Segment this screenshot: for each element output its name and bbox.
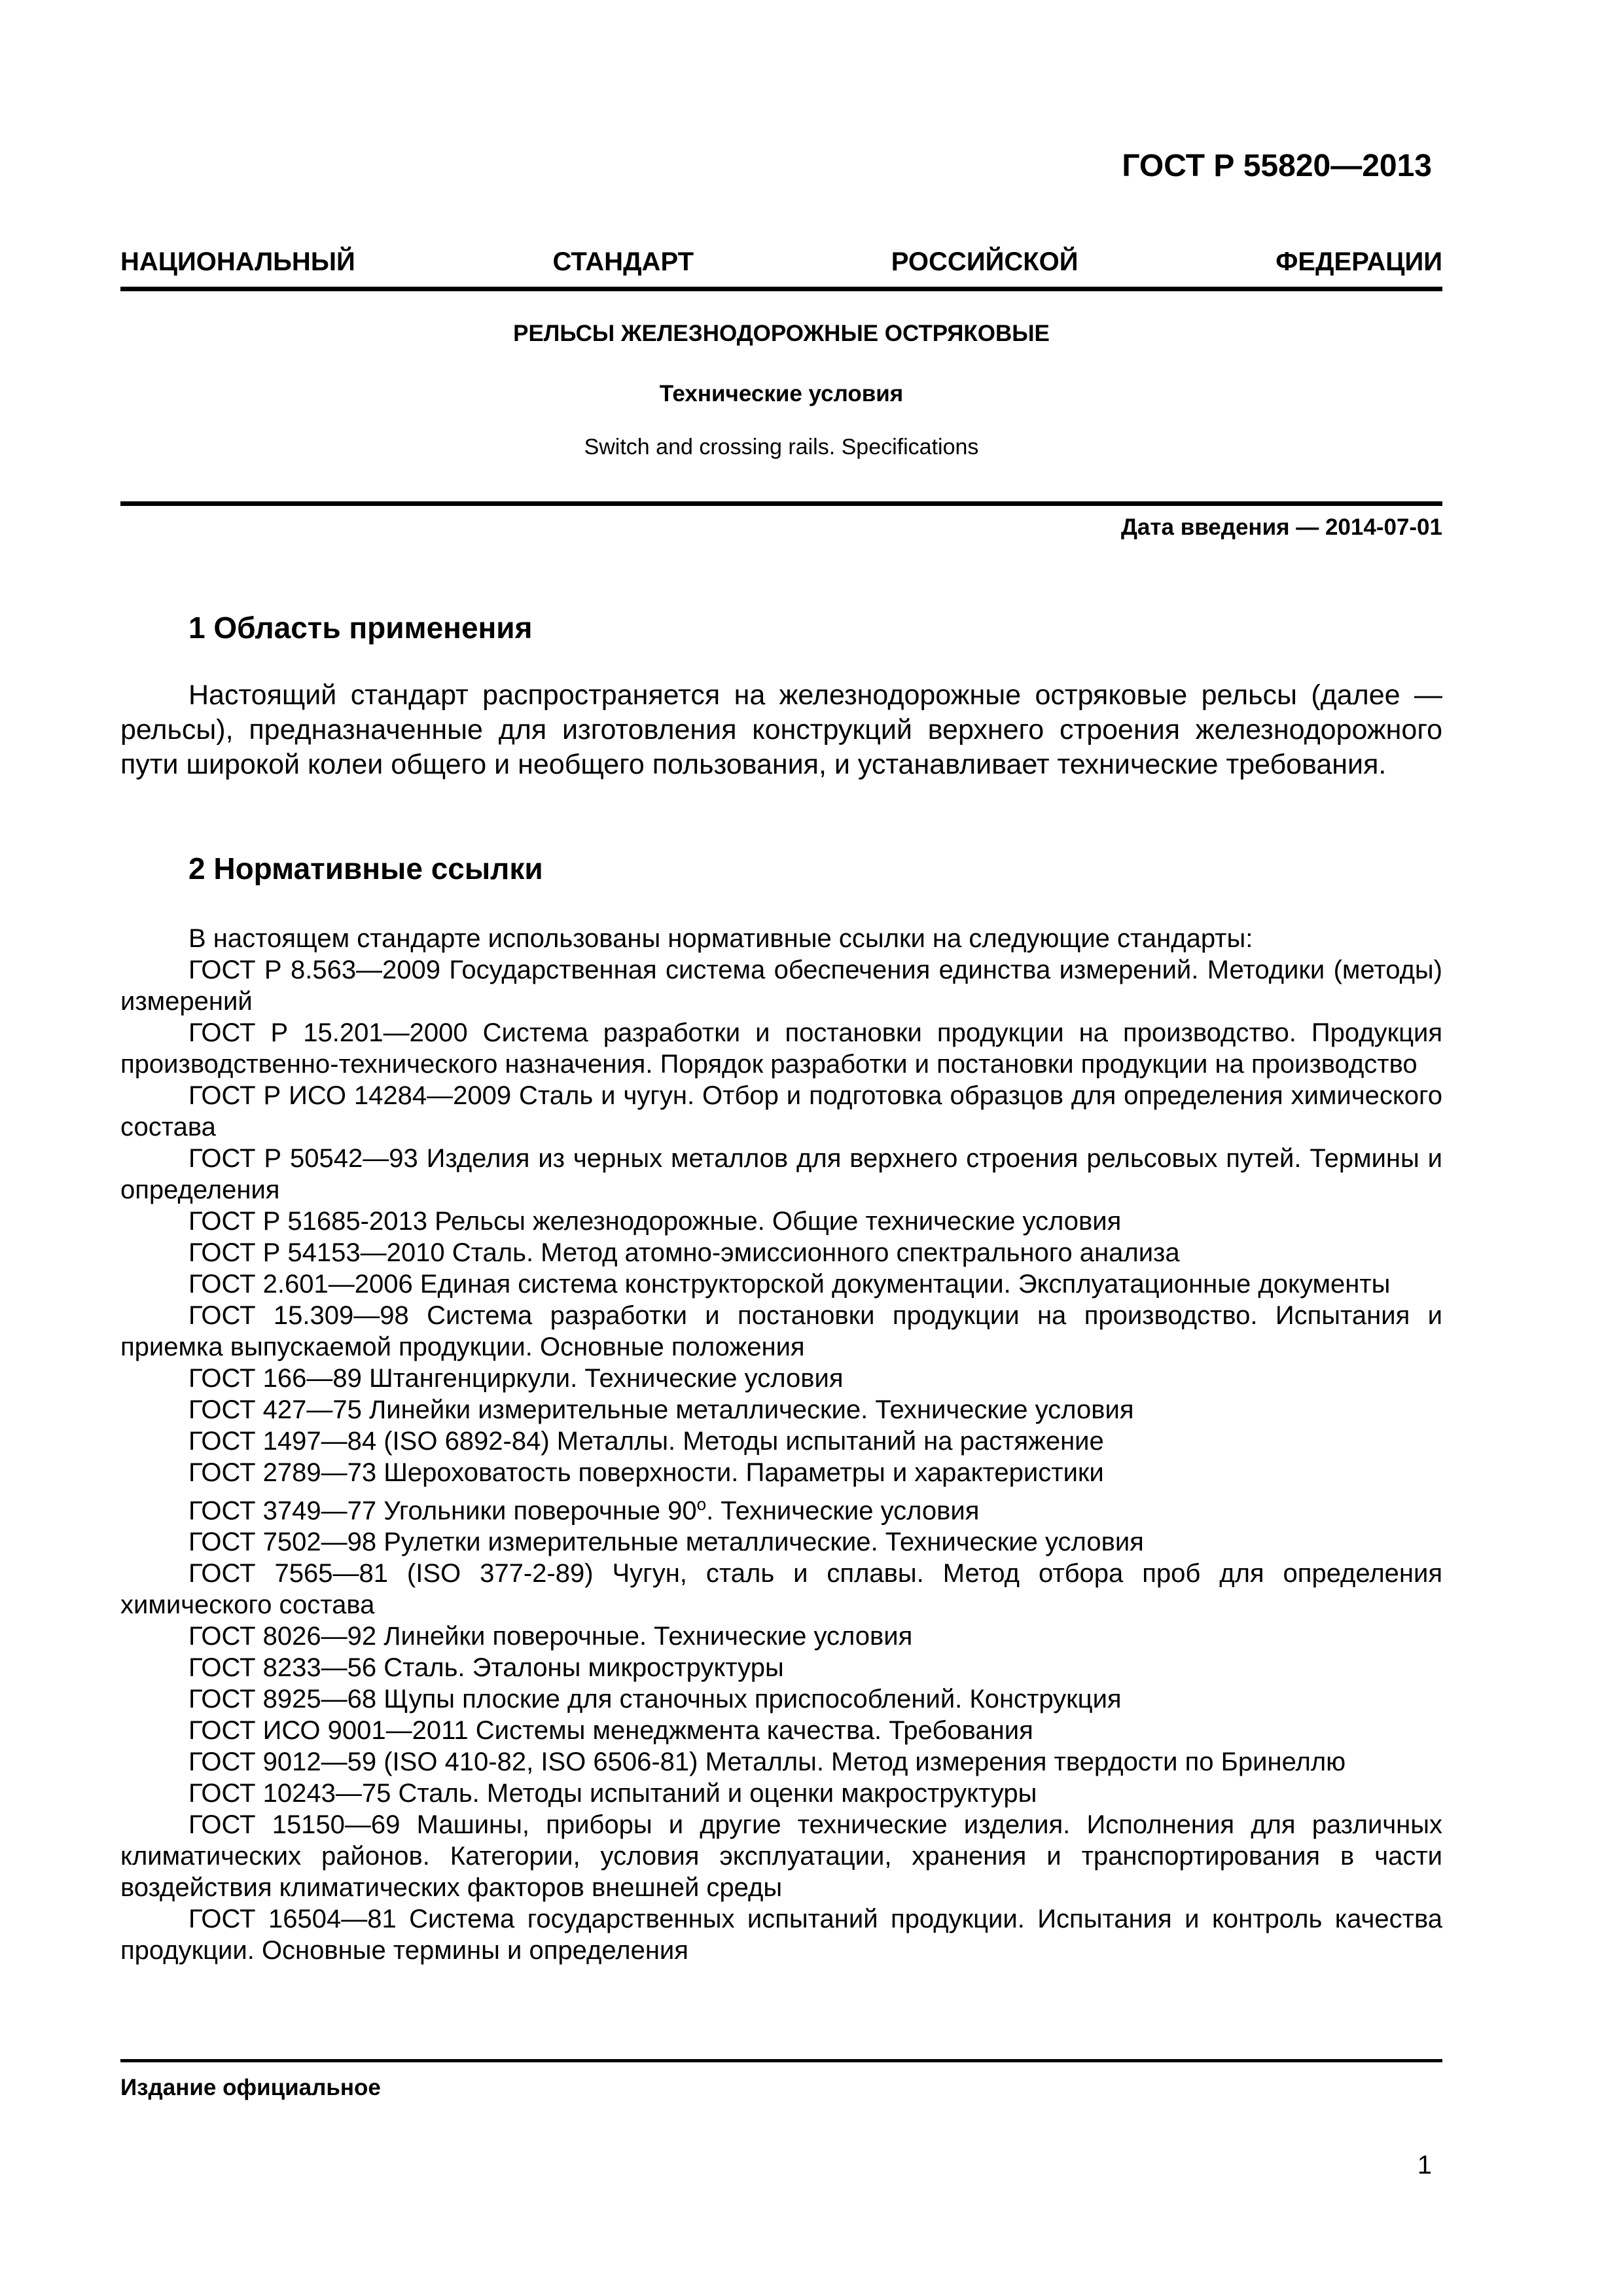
reference-item: ГОСТ 9012—59 (ISO 410-82, ISO 6506-81) Металлы. Метод измерения твердости по Бринеллю bbox=[188, 1748, 1346, 1777]
title-divider bbox=[120, 501, 1442, 506]
reference-item: ГОСТ 8026—92 Линейки поверочные. Технические условия bbox=[188, 1622, 913, 1651]
banner-word: РОССИЙСКОЙ bbox=[891, 247, 1079, 276]
banner-word: НАЦИОНАЛЬНЫЙ bbox=[120, 247, 355, 276]
edition-label: Издание официальное bbox=[120, 2075, 381, 2100]
reference-item: ГОСТ Р 8.563—2009 Государственная система обеспечения единства измерений. Методики (методы) измерений bbox=[120, 956, 1442, 1016]
national-standard-banner bbox=[120, 243, 1442, 280]
reference-item: ГОСТ 8233—56 Сталь. Эталоны микроструктуры bbox=[188, 1653, 784, 1683]
reference-item: ГОСТ Р ИСО 14284—2009 Сталь и чугун. Отбор и подготовка образцов для определения химического состава bbox=[120, 1081, 1442, 1141]
reference-item: ГОСТ 1497—84 (ISO 6892-84) Металлы. Методы испытаний на растяжение bbox=[188, 1427, 1104, 1456]
reference-item: ГОСТ Р 51685-2013 Рельсы железнодорожные. Общие технические условия bbox=[188, 1207, 1122, 1236]
reference-item: ГОСТ 427—75 Линейки измерительные металлические. Технические условия bbox=[188, 1395, 1134, 1424]
reference-item: ГОСТ 15150—69 Машины, приборы и другие технические изделия. Исполнения для различных климатических районов. Категории, условия эксплуатации, хранения и транспортирования в части воздействия климатических факторов внешней среды bbox=[120, 1810, 1442, 1903]
document-title: РЕЛЬСЫ ЖЕЛЕЗНОДОРОЖНЫЕ ОСТРЯКОВЫЕ bbox=[513, 321, 1050, 346]
document-code: ГОСТ Р 55820—2013 bbox=[1122, 149, 1432, 183]
banner-word: ФЕДЕРАЦИИ bbox=[1275, 247, 1442, 276]
introduction-date: Дата введения — 2014-07-01 bbox=[1120, 514, 1442, 540]
reference-item: ГОСТ 16504—81 Система государственных испытаний продукции. Испытания и контроль качества продукции. Основные термины и определения bbox=[120, 1905, 1442, 1965]
reference-item: ГОСТ 7565—81 (ISO 377-2-89) Чугун, сталь и сплавы. Метод отбора проб для определения химического состава bbox=[120, 1559, 1442, 1620]
page-number: 1 bbox=[1417, 2151, 1432, 2179]
degree-mark: o bbox=[696, 1494, 707, 1514]
reference-item: ГОСТ 7502—98 Рулетки измерительные металлические. Технические условия bbox=[188, 1528, 1144, 1557]
reference-item: ГОСТ Р 15.201—2000 Система разработки и постановки продукции на производство. Продукция производственно-технического назначения. Порядок разработки и постановки продукции на производство bbox=[120, 1018, 1442, 1079]
document-subtitle: Технические условия bbox=[659, 381, 904, 406]
normative-references-list bbox=[120, 923, 1442, 1966]
reference-item: ГОСТ 10243—75 Сталь. Методы испытаний и оценки макроструктуры bbox=[188, 1779, 1037, 1808]
reference-item-3749 bbox=[120, 1488, 1442, 1526]
top-divider bbox=[120, 287, 1442, 291]
reference-3749-text: ГОСТ 3749—77 Угольники поверочные 90 bbox=[188, 1496, 697, 1526]
english-title: Switch and crossing rails. Specifications bbox=[584, 435, 979, 459]
reference-item: ГОСТ 166—89 Штангенциркули. Технические условия bbox=[188, 1364, 844, 1393]
banner-word: СТАНДАРТ bbox=[552, 247, 694, 276]
reference-item: ГОСТ 2789—73 Шероховатость поверхности. Параметры и характеристики bbox=[188, 1458, 1104, 1487]
reference-item: ГОСТ 15.309—98 Система разработки и постановки продукции на производство. Испытания и приемка выпускаемой продукции. Основные положения bbox=[120, 1301, 1442, 1361]
reference-item: ГОСТ ИСО 9001—2011 Системы менеджмента качества. Требования bbox=[188, 1716, 1033, 1746]
footer-divider bbox=[120, 2059, 1442, 2062]
section-2-heading: 2 Нормативные ссылки bbox=[188, 852, 543, 886]
reference-item: ГОСТ 8925—68 Щупы плоские для станочных приспособлений. Конструкция bbox=[188, 1685, 1122, 1714]
reference-item: ГОСТ Р 50542—93 Изделия из черных металлов для верхнего строения рельсовых путей. Термины и определения bbox=[120, 1144, 1442, 1204]
references-intro: В настоящем стандарте использованы нормативные ссылки на следующие стандарты: bbox=[188, 924, 1253, 953]
reference-3749-tail: . Технические условия bbox=[706, 1496, 980, 1526]
section-1-text: Настоящий стандарт распространяется на железнодорожные остряковые рельсы (далее — рельсы), предназначенные для изготовления конструкций верхнего строения железнодорожного пути широкой колеи общего и необщего пользования, и устанавливает технические требования. bbox=[120, 679, 1442, 780]
reference-item: ГОСТ Р 54153—2010 Сталь. Метод атомно-эмиссионного спектрального анализа bbox=[188, 1238, 1180, 1267]
section-1-heading: 1 Область применения bbox=[188, 611, 533, 645]
reference-item: ГОСТ 2.601—2006 Единая система конструкторской документации. Эксплуатационные документы bbox=[188, 1270, 1391, 1299]
